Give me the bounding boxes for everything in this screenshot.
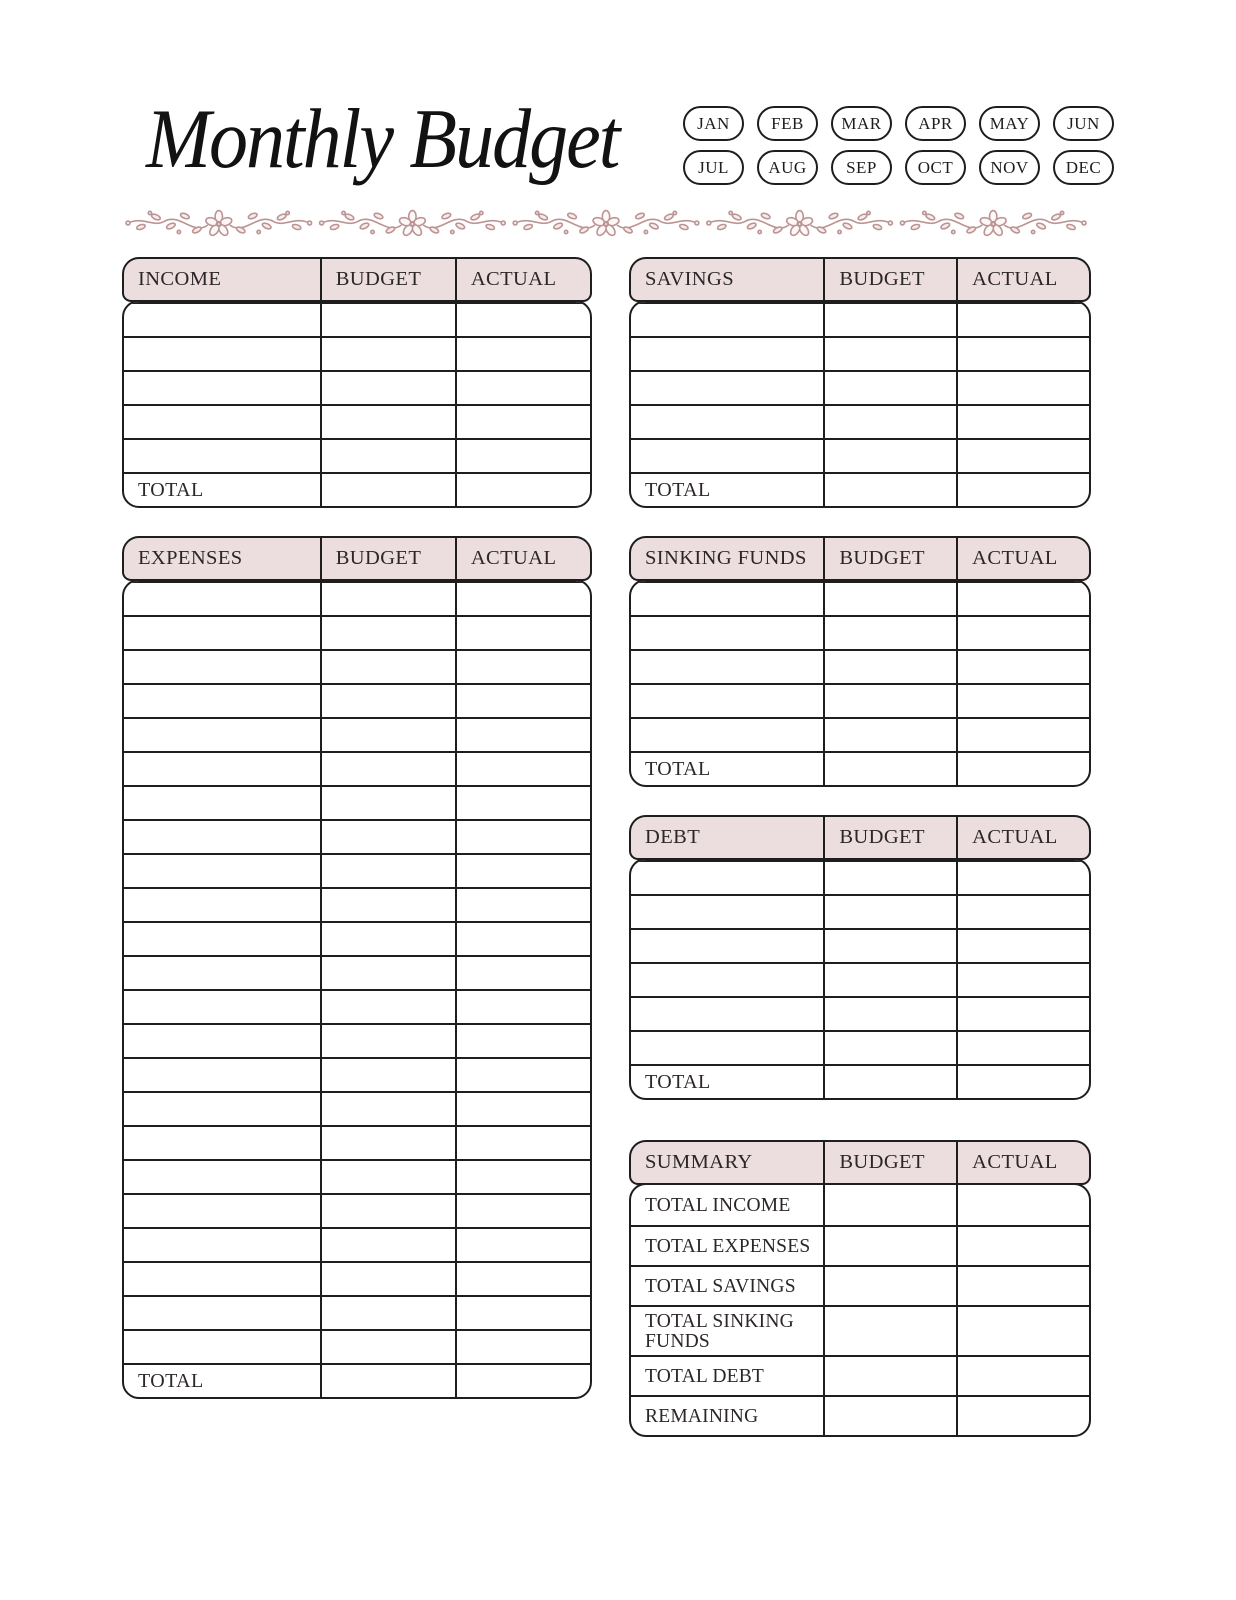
actual-cell[interactable]: [956, 964, 1089, 996]
item-cell[interactable]: [124, 1297, 320, 1329]
budget-cell[interactable]: [320, 923, 455, 955]
item-cell[interactable]: [631, 583, 823, 615]
item-cell[interactable]: [631, 1032, 823, 1064]
actual-cell[interactable]: [956, 719, 1089, 751]
table-row: [124, 717, 590, 751]
month-pill-nov[interactable]: NOV: [979, 150, 1040, 185]
summary-table-body: [629, 1183, 1091, 1437]
sinking-funds-rows: [631, 581, 1089, 751]
table-row: [631, 615, 1089, 649]
item-cell[interactable]: [631, 964, 823, 996]
summary-table: [629, 1140, 1091, 1437]
actual-cell[interactable]: [455, 957, 590, 989]
actual-cell[interactable]: [455, 338, 590, 370]
table-row: [124, 404, 590, 438]
budget-total-cell[interactable]: [823, 753, 956, 785]
item-cell[interactable]: [124, 1263, 320, 1295]
table-row: [631, 404, 1089, 438]
month-row-1: [683, 106, 1114, 141]
month-pill-jul[interactable]: JUL: [683, 150, 744, 185]
savings-rows: [631, 302, 1089, 472]
month-pill-may[interactable]: MAY: [979, 106, 1040, 141]
table-row: [124, 370, 590, 404]
summary-row-label: TOTAL SAVINGS: [645, 1275, 796, 1297]
actual-cell[interactable]: [956, 1267, 1089, 1305]
item-cell[interactable]: [124, 1331, 320, 1363]
actual-cell[interactable]: [956, 1227, 1089, 1265]
month-selector: [683, 92, 1114, 185]
item-cell[interactable]: [631, 862, 823, 894]
table-row: [124, 1295, 590, 1329]
actual-cell[interactable]: [455, 651, 590, 683]
actual-column-header: ACTUAL: [956, 817, 1089, 858]
total-row: [631, 472, 1089, 506]
debt-rows: [631, 860, 1089, 1064]
actual-cell[interactable]: [455, 304, 590, 336]
item-cell[interactable]: [124, 889, 320, 921]
budget-cell[interactable]: [320, 338, 455, 370]
budget-cell[interactable]: [823, 440, 956, 472]
table-row: [124, 336, 590, 370]
item-cell[interactable]: [124, 1229, 320, 1261]
expenses-header-label: EXPENSES: [138, 547, 243, 569]
actual-total-cell[interactable]: [455, 1365, 590, 1397]
actual-cell[interactable]: [455, 1059, 590, 1091]
item-cell[interactable]: [631, 998, 823, 1030]
actual-cell[interactable]: [956, 896, 1089, 928]
actual-cell[interactable]: [956, 685, 1089, 717]
total-row: [124, 472, 590, 506]
debt-table-header: [629, 815, 1091, 860]
budget-column-header: BUDGET: [320, 259, 455, 300]
summary-row-total-sinking-funds: [631, 1305, 1089, 1355]
budget-cell[interactable]: [320, 440, 455, 472]
expenses-table: [122, 536, 592, 1399]
actual-cell[interactable]: [455, 753, 590, 785]
item-cell[interactable]: [631, 406, 823, 438]
item-cell[interactable]: [124, 1195, 320, 1227]
actual-cell[interactable]: [455, 719, 590, 751]
actual-cell[interactable]: [455, 406, 590, 438]
budget-cell[interactable]: [823, 1307, 956, 1355]
budget-cell[interactable]: [320, 855, 455, 887]
actual-cell[interactable]: [455, 1263, 590, 1295]
table-row: [124, 955, 590, 989]
budget-cell[interactable]: [823, 964, 956, 996]
actual-column-header: ACTUAL: [455, 538, 590, 579]
summary-table-header: [629, 1140, 1091, 1185]
actual-cell[interactable]: [455, 991, 590, 1023]
actual-column-header: ACTUAL: [956, 1142, 1089, 1183]
item-cell[interactable]: [631, 372, 823, 404]
actual-cell[interactable]: [455, 583, 590, 615]
actual-cell[interactable]: [956, 338, 1089, 370]
table-row: [124, 819, 590, 853]
income-table: [122, 257, 592, 508]
budget-cell[interactable]: [823, 1032, 956, 1064]
budget-cell[interactable]: [823, 896, 956, 928]
summary-row-label: TOTAL INCOME: [645, 1194, 791, 1216]
table-row: [124, 853, 590, 887]
actual-column-header: ACTUAL: [455, 259, 590, 300]
budget-cell[interactable]: [320, 304, 455, 336]
budget-cell[interactable]: [823, 1267, 956, 1305]
item-cell[interactable]: [124, 1093, 320, 1125]
item-cell[interactable]: [124, 651, 320, 683]
actual-total-cell[interactable]: [956, 1066, 1089, 1098]
budget-cell[interactable]: [823, 1227, 956, 1265]
actual-cell[interactable]: [956, 930, 1089, 962]
table-row: [124, 921, 590, 955]
right-column: [629, 257, 1091, 1437]
summary-row-total-savings: [631, 1265, 1089, 1305]
table-row: [631, 302, 1089, 336]
budget-cell[interactable]: [823, 719, 956, 751]
item-cell[interactable]: [124, 991, 320, 1023]
actual-cell[interactable]: [455, 1229, 590, 1261]
total-label: TOTAL: [138, 478, 204, 501]
budget-cell[interactable]: [320, 1025, 455, 1057]
table-row: [124, 649, 590, 683]
table-row: [631, 649, 1089, 683]
summary-row-label: TOTAL SINKING FUNDS: [645, 1310, 794, 1352]
sinking-funds-header-label: SINKING FUNDS: [645, 547, 807, 569]
total-label: TOTAL: [138, 1369, 204, 1392]
budget-cell[interactable]: [823, 304, 956, 336]
budget-column-header: BUDGET: [823, 817, 956, 858]
table-row: [124, 615, 590, 649]
summary-row-total-debt: [631, 1355, 1089, 1395]
expenses-table-body: [122, 579, 592, 1399]
item-cell[interactable]: [124, 923, 320, 955]
debt-header-label: DEBT: [645, 826, 701, 848]
budget-total-cell[interactable]: [823, 1066, 956, 1098]
item-cell[interactable]: [124, 1161, 320, 1193]
actual-cell[interactable]: [956, 651, 1089, 683]
total-row: [631, 751, 1089, 785]
table-row: [124, 1329, 590, 1363]
item-cell[interactable]: [631, 440, 823, 472]
budget-cell[interactable]: [320, 1059, 455, 1091]
month-pill-oct[interactable]: OCT: [905, 150, 966, 185]
actual-cell[interactable]: [455, 1127, 590, 1159]
table-row: [124, 751, 590, 785]
actual-column-header: ACTUAL: [956, 259, 1089, 300]
budget-cell[interactable]: [320, 957, 455, 989]
actual-cell[interactable]: [455, 372, 590, 404]
table-row: [631, 370, 1089, 404]
budget-cell[interactable]: [320, 821, 455, 853]
budget-cell[interactable]: [823, 651, 956, 683]
summary-header-label: SUMMARY: [645, 1151, 753, 1173]
table-row: [124, 1057, 590, 1091]
budget-cell[interactable]: [823, 1185, 956, 1225]
month-pill-jan[interactable]: JAN: [683, 106, 744, 141]
table-row: [124, 785, 590, 819]
item-cell[interactable]: [631, 930, 823, 962]
table-row: [631, 438, 1089, 472]
actual-cell[interactable]: [455, 1025, 590, 1057]
item-cell[interactable]: [631, 685, 823, 717]
table-row: [631, 581, 1089, 615]
budget-cell[interactable]: [823, 685, 956, 717]
actual-cell[interactable]: [455, 889, 590, 921]
table-row: [631, 996, 1089, 1030]
table-row: [631, 717, 1089, 751]
item-cell[interactable]: [124, 1127, 320, 1159]
table-row: [124, 438, 590, 472]
summary-row-label: TOTAL EXPENSES: [645, 1235, 811, 1257]
table-row: [124, 1125, 590, 1159]
actual-cell[interactable]: [956, 1307, 1089, 1355]
month-pill-dec[interactable]: DEC: [1053, 150, 1114, 185]
sinking-funds-table-header: [629, 536, 1091, 581]
actual-total-cell[interactable]: [455, 474, 590, 506]
summary-rows: [631, 1185, 1089, 1435]
budget-cell[interactable]: [320, 1297, 455, 1329]
item-cell[interactable]: [124, 1025, 320, 1057]
budget-cell[interactable]: [320, 1229, 455, 1261]
month-pill-jun[interactable]: JUN: [1053, 106, 1114, 141]
actual-cell[interactable]: [455, 685, 590, 717]
actual-cell[interactable]: [956, 304, 1089, 336]
actual-total-cell[interactable]: [956, 753, 1089, 785]
table-row: [124, 887, 590, 921]
actual-cell[interactable]: [455, 923, 590, 955]
budget-cell[interactable]: [823, 372, 956, 404]
actual-cell[interactable]: [956, 862, 1089, 894]
budget-cell[interactable]: [320, 889, 455, 921]
actual-cell[interactable]: [956, 1032, 1089, 1064]
item-cell[interactable]: [631, 896, 823, 928]
table-row: [124, 683, 590, 717]
summary-row-remaining: [631, 1395, 1089, 1435]
actual-cell[interactable]: [956, 1185, 1089, 1225]
actual-cell[interactable]: [455, 821, 590, 853]
total-row: [631, 1064, 1089, 1098]
item-cell[interactable]: [124, 821, 320, 853]
total-label: TOTAL: [645, 478, 711, 501]
table-row: [631, 336, 1089, 370]
actual-column-header: ACTUAL: [956, 538, 1089, 579]
item-cell[interactable]: [124, 855, 320, 887]
item-cell[interactable]: [124, 583, 320, 615]
actual-cell[interactable]: [956, 583, 1089, 615]
debt-table-body: [629, 858, 1091, 1100]
budget-cell[interactable]: [320, 651, 455, 683]
expenses-rows: [124, 581, 590, 1363]
actual-total-cell[interactable]: [956, 474, 1089, 506]
item-cell[interactable]: [631, 338, 823, 370]
actual-cell[interactable]: [956, 617, 1089, 649]
page-header: [146, 92, 1114, 185]
actual-cell[interactable]: [956, 1357, 1089, 1395]
table-row: [124, 1261, 590, 1295]
table-row: [124, 302, 590, 336]
budget-cell[interactable]: [320, 753, 455, 785]
table-row: [124, 1023, 590, 1057]
budget-cell[interactable]: [320, 617, 455, 649]
actual-cell[interactable]: [455, 440, 590, 472]
budget-cell[interactable]: [823, 1397, 956, 1435]
table-row: [124, 1091, 590, 1125]
budget-total-cell[interactable]: [823, 474, 956, 506]
actual-cell[interactable]: [956, 1397, 1089, 1435]
budget-cell[interactable]: [823, 338, 956, 370]
item-cell[interactable]: [124, 719, 320, 751]
actual-cell[interactable]: [956, 406, 1089, 438]
item-cell[interactable]: [124, 617, 320, 649]
budget-cell[interactable]: [320, 1263, 455, 1295]
item-cell[interactable]: [124, 406, 320, 438]
table-row: [124, 1227, 590, 1261]
summary-row-label: TOTAL DEBT: [645, 1365, 765, 1387]
month-pill-apr[interactable]: APR: [905, 106, 966, 141]
item-cell[interactable]: [124, 372, 320, 404]
item-cell[interactable]: [124, 787, 320, 819]
budget-column-header: BUDGET: [320, 538, 455, 579]
month-pill-aug[interactable]: AUG: [757, 150, 818, 185]
actual-cell[interactable]: [455, 1195, 590, 1227]
budget-cell[interactable]: [823, 998, 956, 1030]
item-cell[interactable]: [124, 1059, 320, 1091]
table-row: [631, 860, 1089, 894]
actual-cell[interactable]: [455, 1093, 590, 1125]
item-cell[interactable]: [631, 617, 823, 649]
item-cell[interactable]: [124, 685, 320, 717]
income-header-label: INCOME: [138, 268, 222, 290]
month-row-2: [683, 150, 1114, 185]
item-cell[interactable]: [631, 719, 823, 751]
item-cell[interactable]: [124, 440, 320, 472]
savings-table-body: [629, 300, 1091, 508]
budget-cell[interactable]: [320, 1195, 455, 1227]
table-row: [631, 928, 1089, 962]
savings-table: [629, 257, 1091, 508]
budget-cell[interactable]: [320, 991, 455, 1023]
budget-total-cell[interactable]: [320, 474, 455, 506]
actual-cell[interactable]: [956, 372, 1089, 404]
floral-divider-icon: [122, 205, 1114, 243]
month-pill-feb[interactable]: FEB: [757, 106, 818, 141]
table-row: [124, 581, 590, 615]
table-row: [631, 683, 1089, 717]
expenses-table-header: [122, 536, 592, 581]
budget-cell[interactable]: [320, 1331, 455, 1363]
budget-cell[interactable]: [320, 1127, 455, 1159]
total-label: TOTAL: [645, 757, 711, 780]
budget-cell[interactable]: [823, 406, 956, 438]
sinking-funds-table-body: [629, 579, 1091, 787]
actual-cell[interactable]: [455, 787, 590, 819]
actual-cell[interactable]: [455, 1331, 590, 1363]
budget-column-header: BUDGET: [823, 259, 956, 300]
budget-cell[interactable]: [823, 930, 956, 962]
actual-cell[interactable]: [455, 1161, 590, 1193]
month-pill-sep[interactable]: SEP: [831, 150, 892, 185]
left-column: [122, 257, 592, 1399]
budget-cell[interactable]: [823, 583, 956, 615]
item-cell[interactable]: [124, 304, 320, 336]
table-row: [631, 894, 1089, 928]
tables-grid: [122, 257, 1114, 1437]
budget-cell[interactable]: [320, 372, 455, 404]
table-row: [631, 962, 1089, 996]
budget-cell[interactable]: [320, 1161, 455, 1193]
budget-cell[interactable]: [823, 1357, 956, 1395]
savings-table-header: [629, 257, 1091, 302]
budget-cell[interactable]: [320, 583, 455, 615]
budget-cell[interactable]: [823, 617, 956, 649]
budget-column-header: BUDGET: [823, 1142, 956, 1183]
item-cell[interactable]: [631, 304, 823, 336]
month-pill-mar[interactable]: MAR: [831, 106, 892, 141]
budget-cell[interactable]: [320, 787, 455, 819]
actual-cell[interactable]: [956, 440, 1089, 472]
summary-row-total-income: [631, 1185, 1089, 1225]
page-title: Monthly Budget: [146, 90, 619, 185]
income-table-body: [122, 300, 592, 508]
budget-cell[interactable]: [320, 406, 455, 438]
item-cell[interactable]: [124, 957, 320, 989]
savings-header-label: SAVINGS: [645, 268, 735, 290]
table-row: [124, 989, 590, 1023]
summary-row-total-expenses: [631, 1225, 1089, 1265]
summary-row-label: REMAINING: [645, 1405, 759, 1427]
table-row: [124, 1159, 590, 1193]
income-rows: [124, 302, 590, 472]
budget-column-header: BUDGET: [823, 538, 956, 579]
item-cell[interactable]: [124, 753, 320, 785]
item-cell[interactable]: [124, 338, 320, 370]
debt-table: [629, 815, 1091, 1100]
item-cell[interactable]: [631, 651, 823, 683]
budget-cell[interactable]: [320, 685, 455, 717]
sinking-funds-table: [629, 536, 1091, 787]
actual-cell[interactable]: [455, 1297, 590, 1329]
budget-total-cell[interactable]: [320, 1365, 455, 1397]
budget-cell[interactable]: [320, 1093, 455, 1125]
income-table-header: [122, 257, 592, 302]
actual-cell[interactable]: [455, 855, 590, 887]
table-row: [124, 1193, 590, 1227]
total-row: [124, 1363, 590, 1397]
actual-cell[interactable]: [455, 617, 590, 649]
budget-cell[interactable]: [823, 862, 956, 894]
actual-cell[interactable]: [956, 998, 1089, 1030]
budget-cell[interactable]: [320, 719, 455, 751]
total-label: TOTAL: [645, 1070, 711, 1093]
table-row: [631, 1030, 1089, 1064]
